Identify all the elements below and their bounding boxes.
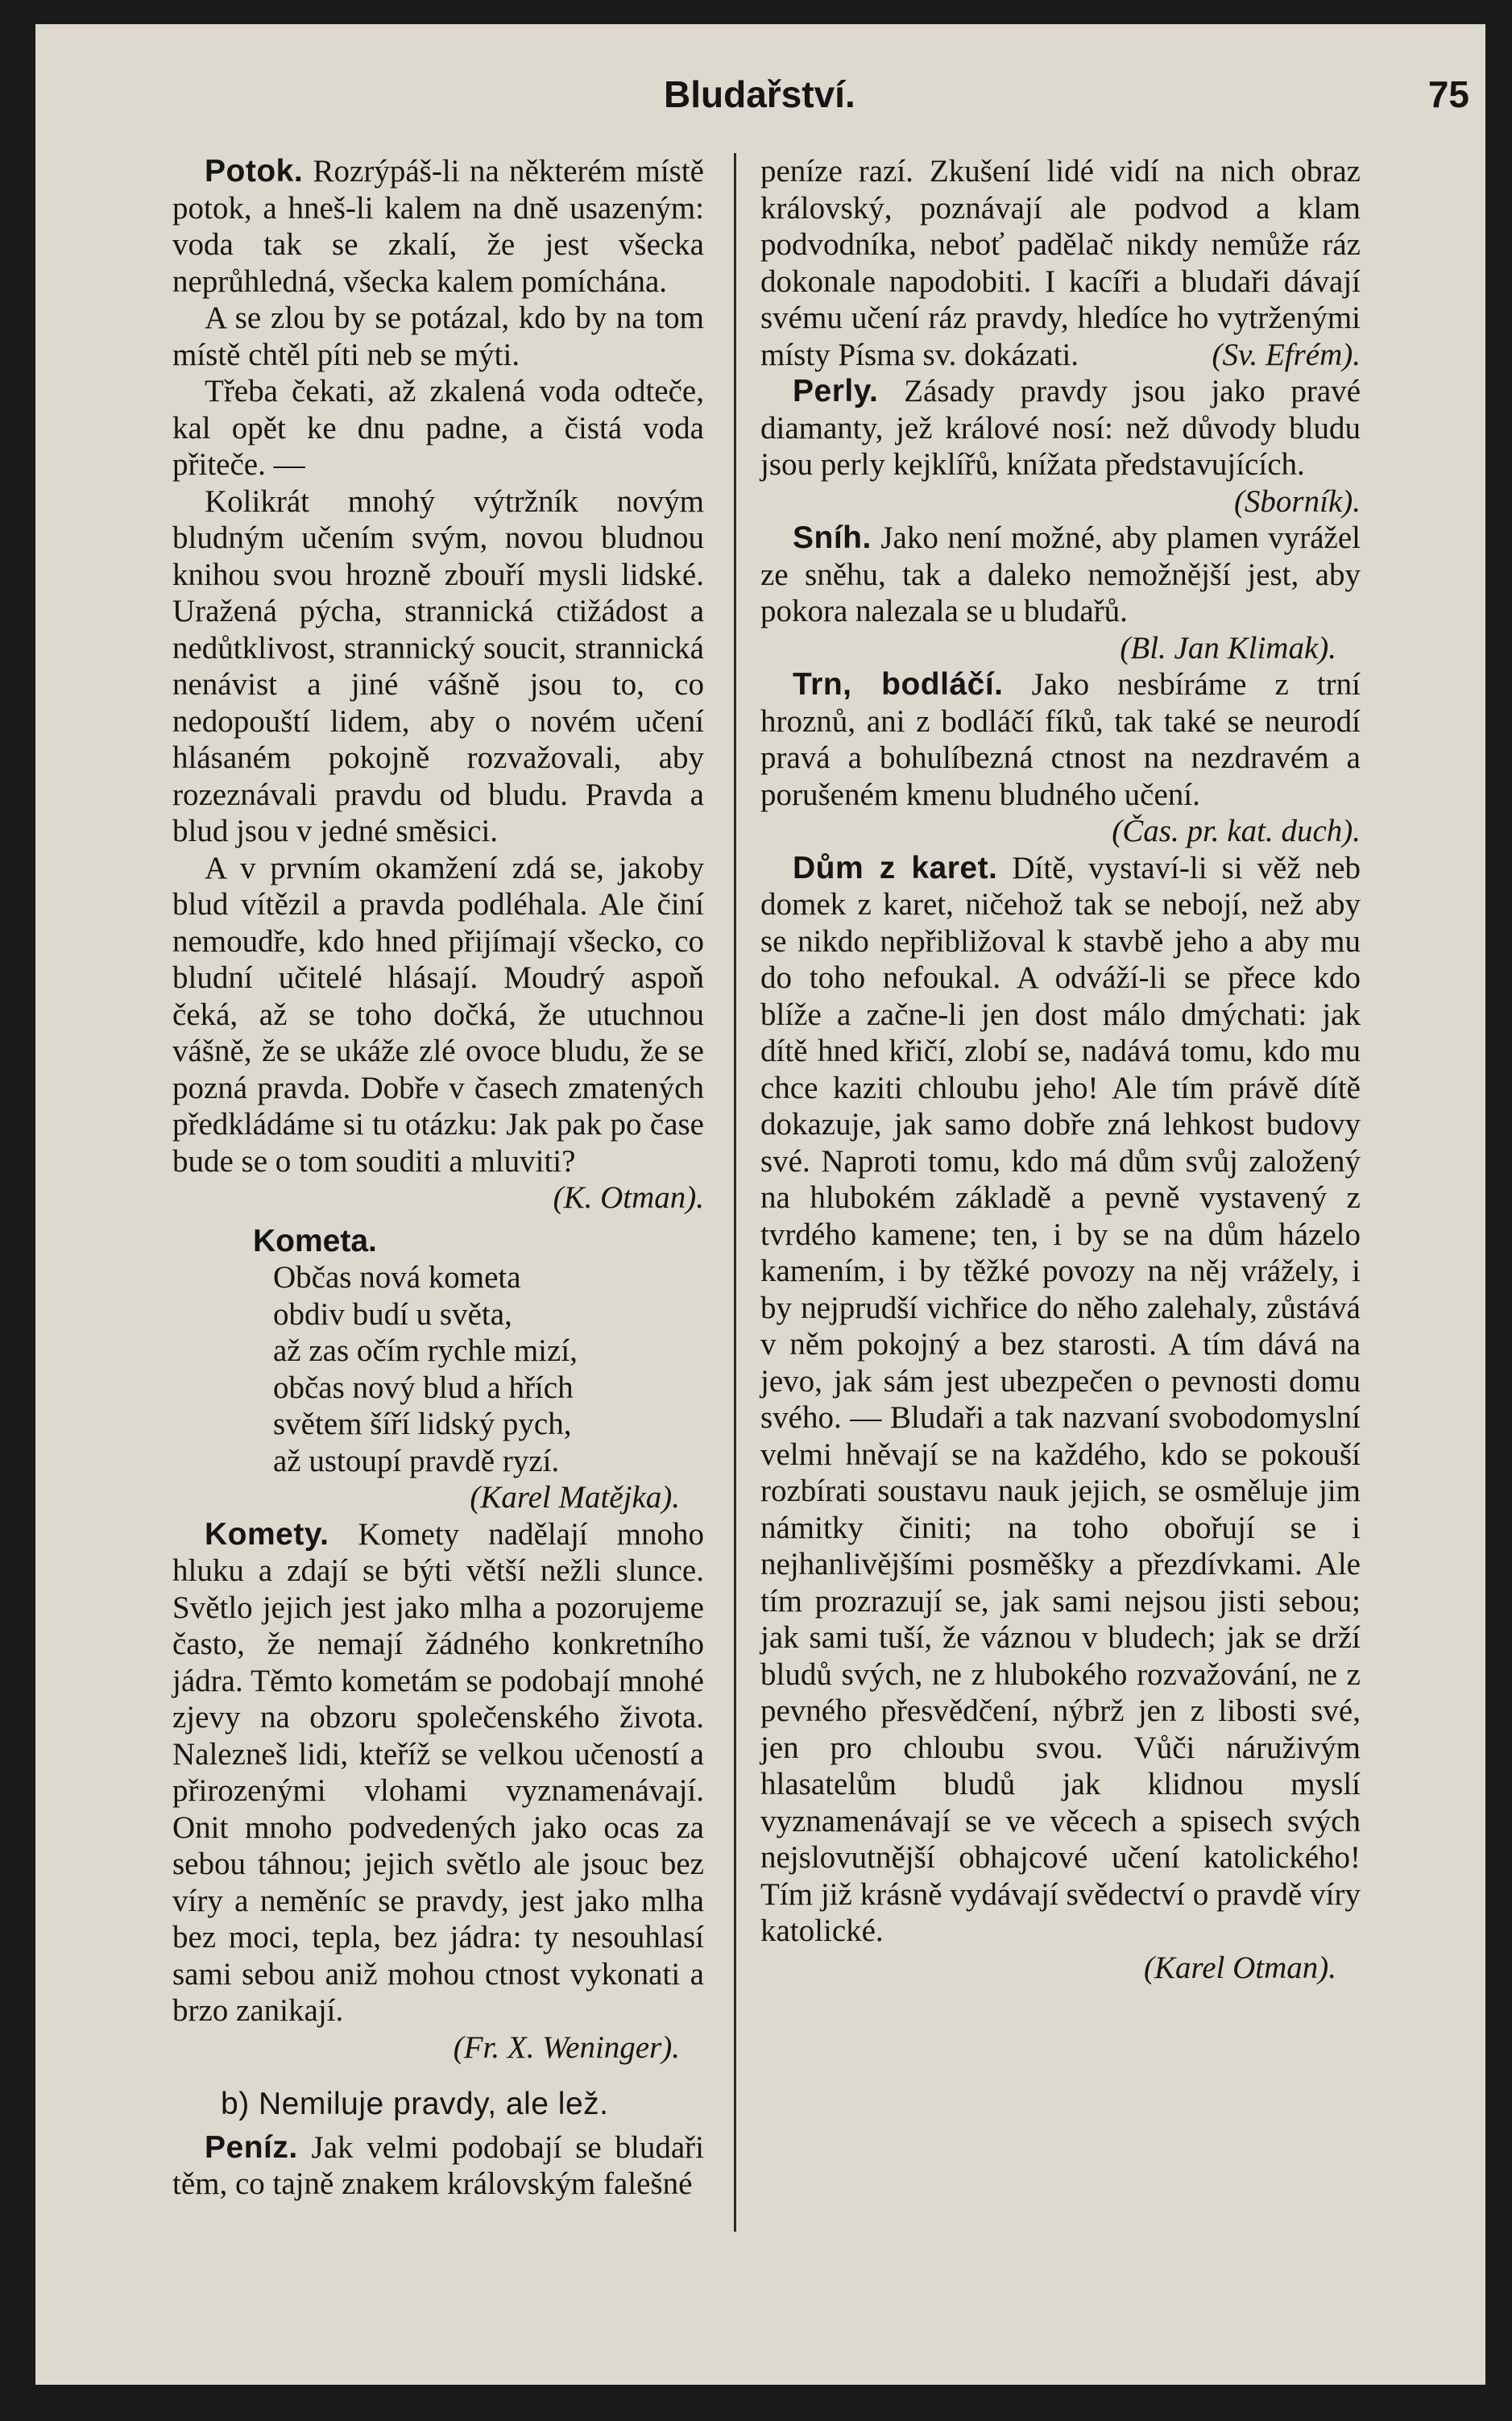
paragraph xyxy=(172,850,704,1215)
attribution: (Karel Otman). xyxy=(1143,1950,1336,1985)
poem xyxy=(273,1259,704,1479)
entry-text: Zásady pravdy jsou jako pravé diamanty, jež králové nosí: než důvody bludu jsou perly kejklířů, knížata představujících. xyxy=(760,374,1361,482)
entry-dum xyxy=(760,850,1361,1950)
poem-title: Kometa. xyxy=(253,1223,377,1258)
attribution: (Sv. Efrém). xyxy=(1212,337,1361,372)
entry-text: Jak velmi podobají se bludaři těm, co tajně znakem královským falešné xyxy=(172,2129,704,2201)
entry-trn xyxy=(760,666,1361,848)
poem-line: až ustoupí pravdě ryzí. xyxy=(273,1443,560,1478)
entry-text: Jako není možné, aby plamen vyrážel ze sněhu, tak a daleko nemožnější jest, aby pokora nalezala se u bludařů. xyxy=(760,520,1361,628)
left-column xyxy=(172,153,704,2203)
entry-keyword: Dům z karet. xyxy=(793,850,998,885)
paragraph: Kolikrát mnohý výtržník novým bludným učením svým, novou bludnou knihou svou hrozně zbouří mysli lidské. Uražená pýcha, strannická ctižádost a nedůtklivost, strannický soucit, strannická nenávist a jiné vášně jsou to, co nedopouští lidem, aby o novém učení hlásaném pokojně rozvažovali, aby rozeznávali pravdu od bludu. Pravda a blud jsou v jedné směsici. xyxy=(172,483,704,848)
entry-keyword: Perly. xyxy=(793,374,879,408)
poem-line: občas nový blud a hřích xyxy=(273,1370,574,1405)
entry-keyword: Peníz. xyxy=(205,2129,298,2165)
page-number: 75 xyxy=(1427,73,1469,115)
entry-keyword: Potok. xyxy=(205,154,304,189)
poem-line: až zas očím rychle mizí, xyxy=(273,1333,578,1368)
paragraph-text: A v prvním okamžení zdá se, jakoby blud vítězil a pravda podléhala. Ale činí nemoudře, kdo hned přijímají všecko, co bludní učitelé hlásají. Moudrý aspoň čeká, až se toho dočká, že utuchnou vášně, že se ukáže zlé ovoce bludu, že se pozná pravda. Dobře v časech zmatených předkládáme si tu otázku: Jak pak po čase bude se o tom souditi a mluviti? xyxy=(172,850,704,1179)
paragraph: A se zlou by se potázal, kdo by na tom místě chtěl píti neb se mýti. xyxy=(172,301,704,372)
entry-keyword: Komety. xyxy=(205,1516,329,1552)
entry-text: Rozrýpáš-li na některém místě potok, a hneš-li kalem na dně usazeným: voda tak se zkalí, že jest všecka neprůhledná, všecka kalem pomíchána. xyxy=(172,154,704,299)
section-subheading: b) Nemiluje pravdy, ale lež. xyxy=(221,2087,609,2121)
entry-potok xyxy=(172,153,704,300)
column-divider xyxy=(734,153,736,2232)
entry-keyword: Trn, bodláčí. xyxy=(793,667,1004,702)
attribution: (Sborník). xyxy=(1233,483,1361,519)
entry-text: peníze razí. Zkušení lidé vidí na nich obraz královský, poznávají ale podvod a klam podvodníka, neboť padělač nikdy nemůže ráz dokonale napodobiti. I kacíři a bludaři dávají svému učení ráz pravdy, hledíce ho vytrženými místy Písma sv. dokázati. xyxy=(760,154,1361,372)
entry-penize-continued xyxy=(760,153,1361,373)
right-column xyxy=(760,153,1361,1986)
attribution: (Fr. X. Weninger). xyxy=(453,2029,680,2065)
entry-keyword: Sníh. xyxy=(793,520,872,555)
entry-text: Jako nesbíráme z trní hroznů, ani z bodláčí fíků, tak také se neurodí pravá a bohulíbezná ctnost na nezdravém a porušeném kmenu bludného učení. xyxy=(760,667,1361,812)
running-header xyxy=(35,73,1485,129)
attribution: (Bl. Jan Klimak). xyxy=(1120,630,1336,665)
entry-perly xyxy=(760,373,1361,519)
attribution: (K. Otman). xyxy=(553,1180,704,1215)
poem-line: Občas nová kometa xyxy=(273,1260,521,1295)
poem-line: obdiv budí u světa, xyxy=(273,1296,512,1332)
entry-snih xyxy=(760,520,1361,630)
entry-text: Dítě, vystaví-li si věž neb domek z karet, ničehož tak se nebojí, než aby se nikdo nepřibližoval k stavbě jeho a aby mu do toho nefoukal. A odváží-li se přece kdo blíže a začne-li jen dost málo dmýchati: jak dítě hned křičí, zlobí se, nadává tomu, kdo mu chce kaziti chloubu jeho! Ale tím právě dítě dokazuje, jak samo dobře zná lehkost budovy své. Naproti tomu, kdo má dům svůj založený na hlubokém základě a pevně vystavený z tvrdého kamene; ten, i by se na dům házelo kamením, i by těžké povozy na něj vrážely, i by nejprudší vichřice do něho zalehaly, zůstává v něm pokojný a bez starosti. A tím dává na jevo, jak sám jest ubezpečen o pevnosti domu svého. — Bludaři a tak nazvaní svobodomyslní velmi hněvají se na každého, kdo se pokouší rozbírati soustavu nauk jejich, se osměluje jim námitky činiti; na toho obořují se i nejhanlivějšími posměšky a přezdívkami. Ale tím prozrazují se, jak sami nejsou jisti sebou; jak sami tuší, že váznou v bludech; jak se drží bludů svých, ne z hlubokého rozvažování, ne z pevného přesvědčení, nýbrž jen z libosti své, jen pro chloubu svou. Vůči náruživým hlasatelům bludů jak klidnou myslí vyznamenávají se ve věcech a spisech svých nejslovutnější obhajcové učení katolického! Tím již krásně vydávají svědectví o pravdě víry katolické. xyxy=(760,850,1361,1948)
paragraph: Třeba čekati, až zkalená voda odteče, kal opět ke dnu padne, a čistá voda přiteče. — xyxy=(172,374,704,482)
book-page xyxy=(35,24,1485,2385)
entry-komety xyxy=(172,1516,704,2029)
attribution: (Čas. pr. kat. duch). xyxy=(1112,814,1361,848)
entry-penize xyxy=(172,2129,704,2203)
running-title: Bludařství. xyxy=(664,73,855,115)
poem-line: světem šíří lidský pych, xyxy=(273,1407,572,1441)
entry-text: Komety nadělají mnoho hluku a zdají se býti větší nežli slunce. Světlo jejich jest jako mlha a pozorujeme často, že nemají žádného konkretního jádra. Těmto kometám se podobají mnohé zjevy na obzoru společenského života. Nalezneš lidi, kteříž se velkou učeností a přirozenými vlohami vyznamenávají. Onit mnoho podvedených jako ocas za sebou táhnou; jejich světlo ale jsouc bez víry a neměníc se pravdy, jest jako mlha bez moci, tepla, bez jádra: ty nesouhlasí sami sebou aniž mohou ctnost vykonati a brzo zanikají. xyxy=(172,1516,704,2028)
attribution: (Karel Matějka). xyxy=(470,1480,680,1515)
